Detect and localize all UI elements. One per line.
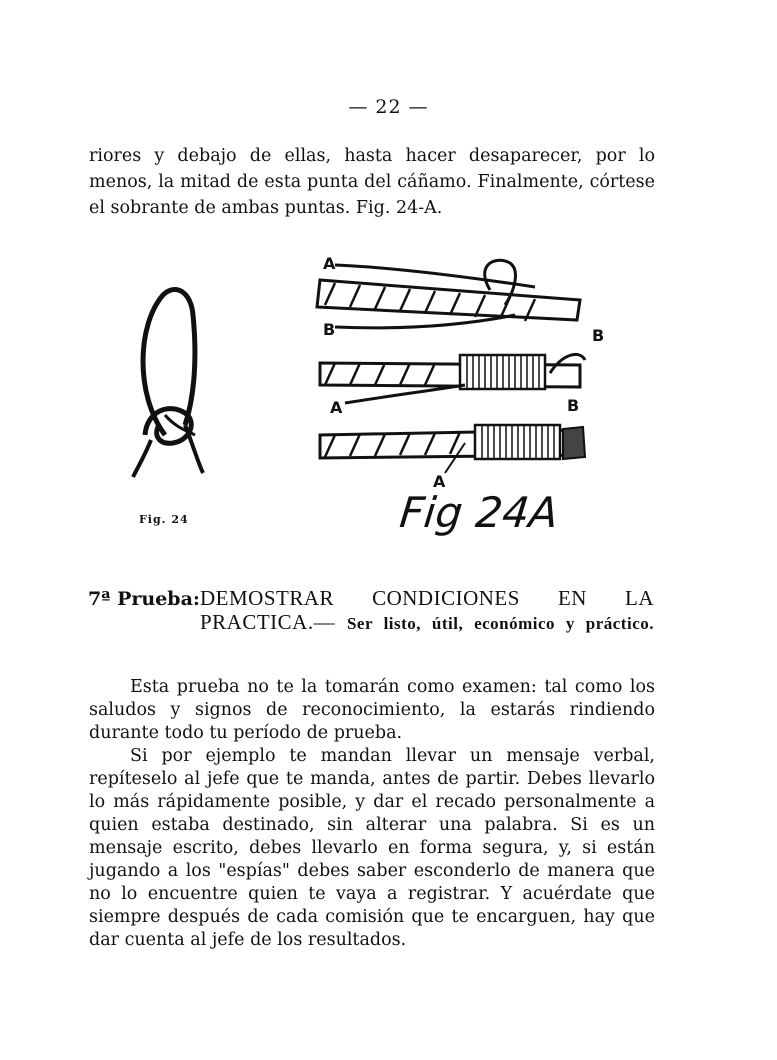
fig24-knot-illustration bbox=[125, 285, 225, 485]
label-a2: A bbox=[330, 398, 343, 417]
fig24a-caption: Fig 24A bbox=[397, 488, 561, 537]
top-paragraph bbox=[89, 143, 655, 221]
label-b3: B bbox=[567, 396, 580, 415]
body-paragraph-2: Si por ejemplo te mandan llevar un mensaje verbal, repíteselo al jefe que te manda, antes de partir. Debes llevarlo lo más rápidamente posible, y dar el recado personalmente a quien estaba destinado, sin alterar una palabra. Si es un mensaje escrito, debes llevarlo en forma segura, y, si están jugando a los "espías" debes saber esconderlo de manera que no lo encuentre quien te vaya a registrar. Y acuérdate que siempre después de cada comisión que te encarguen, hay que dar cuenta al jefe de los resultados. bbox=[89, 746, 655, 950]
label-b2: B bbox=[592, 326, 605, 345]
prueba-label: 7ª Prueba: bbox=[88, 588, 200, 610]
rope-bottom bbox=[320, 425, 585, 473]
label-b1: B bbox=[323, 320, 336, 339]
prueba-title-text: DEMOSTRAR CONDICIONES EN LA PRACTICA.— bbox=[200, 586, 654, 634]
rope-top bbox=[317, 260, 580, 328]
label-a1: A bbox=[323, 254, 336, 273]
body-paragraph-1: Esta prueba no te la tomarán como examen: tal como los saludos y signos de reconocimiento, la estarás rindiendo durante todo tu período de prueba. bbox=[89, 677, 655, 743]
rope-middle bbox=[320, 354, 585, 403]
prueba-title bbox=[200, 586, 654, 636]
fig24-caption: Fig. 24 bbox=[139, 513, 189, 526]
top-paragraph-text: riores y debajo de ellas, hasta hacer desaparecer, por lo menos, la mitad de esta punta del cáñamo. Finalmente, córtese el sobrante de ambas puntas. Fig. 24-A. bbox=[89, 146, 655, 218]
prueba-subtitle: Ser listo, útil, económico y práctico. bbox=[346, 614, 654, 633]
label-a3: A bbox=[433, 472, 446, 491]
prueba-heading bbox=[88, 586, 654, 636]
body-text bbox=[89, 676, 655, 952]
page-number: — 22 — bbox=[348, 96, 429, 118]
